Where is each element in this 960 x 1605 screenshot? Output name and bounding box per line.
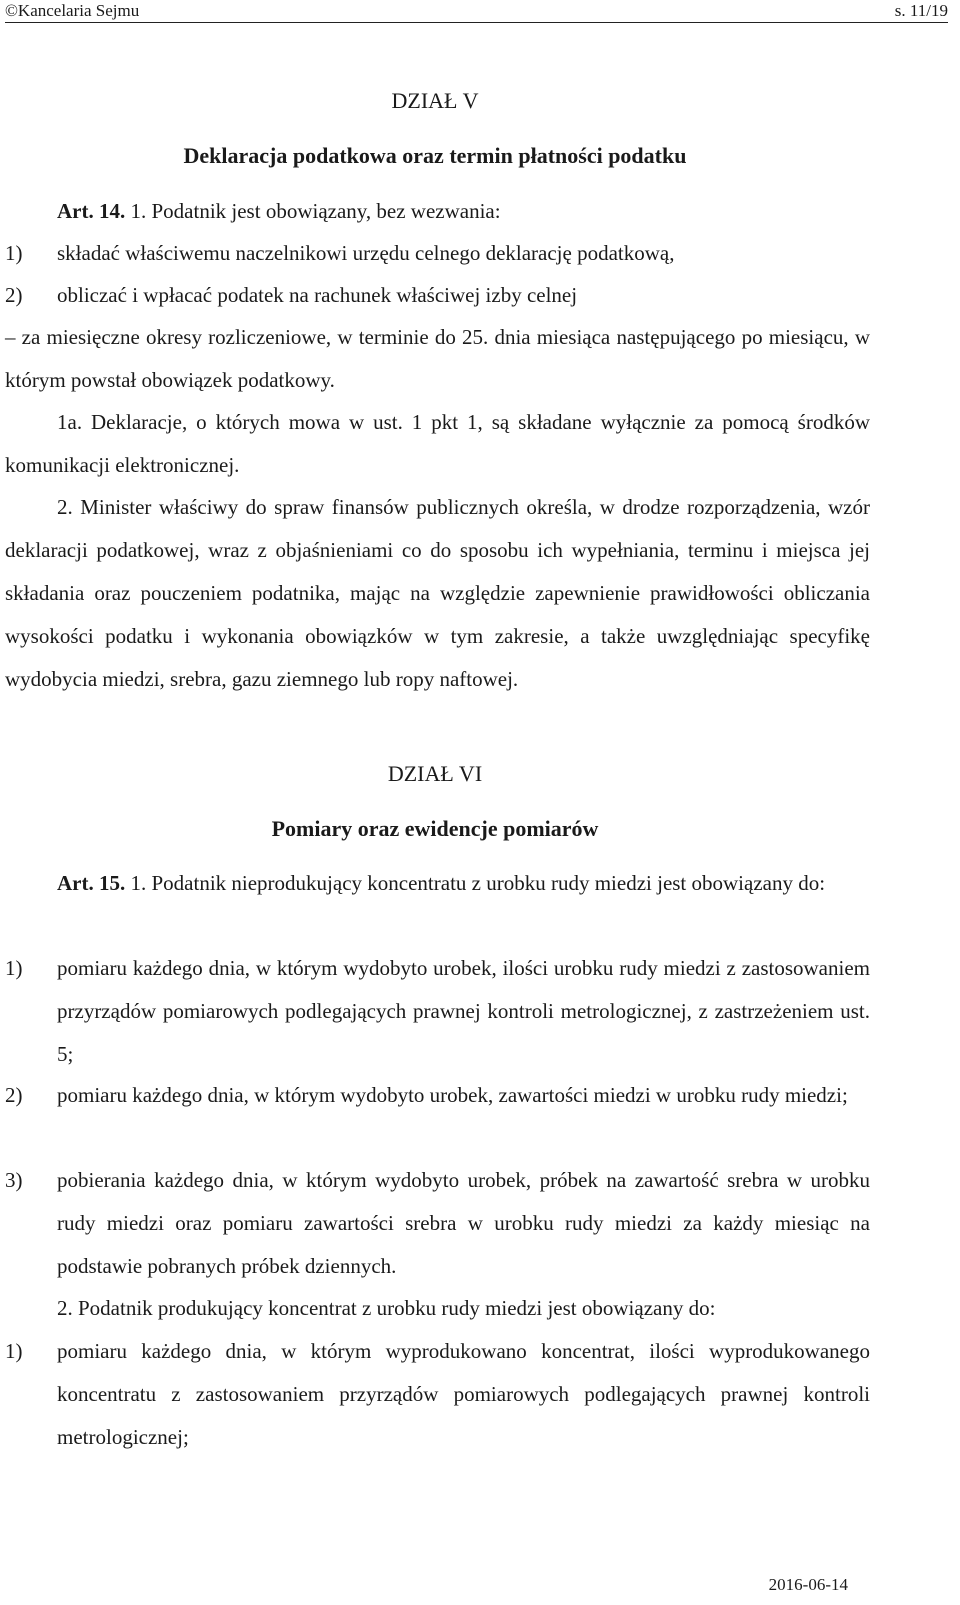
footer-date: 2016-06-14 (768, 1575, 848, 1594)
list-item (5, 1330, 870, 1459)
paragraph-2: 2. Minister właściwy do spraw finansów publicznych określa, w drodze rozporządzenia, wzór deklaracji podatkowej, wraz z objaśnieniami co do sposobu ich wypełniania, terminu i miejsca jej składania oraz pouczeniem podatnika, mając na względzie zapewnienie prawidłowości obliczania wysokości podatku i wykonania obowiązków w tym zakresie, a także uwzględniając specyfikę wydobycia miedzi, srebra, gazu ziemnego lub ropy naftowej. (5, 495, 870, 691)
paragraph-1a: 1a. Deklaracje, o których mowa w ust. 1 pkt 1, są składane wyłącznie za pomocą środków komunikacji elektronicznej. (5, 410, 870, 477)
page-header (5, 0, 948, 23)
list-item-number: 1) (5, 956, 23, 980)
section-6-title: DZIAŁ VI (387, 761, 483, 786)
list-item-number: 1) (5, 241, 23, 265)
list-item-text: pomiaru każdego dnia, w którym wyprodukowano koncentrat, ilości wyprodukowanego koncentratu z zastosowaniem przyrządów pomiarowych podlegających prawnej kontroli metrologicznej; (57, 1339, 870, 1449)
list-item-text: pomiaru każdego dnia, w którym wydobyto urobek, zawartości miedzi w urobku rudy miedzi; (57, 1083, 848, 1107)
list-item (5, 274, 870, 317)
list-item (5, 1159, 870, 1288)
section-5-title: DZIAŁ V (391, 88, 479, 113)
art-14-label: Art. 14. (57, 199, 126, 223)
dash-paragraph: – za miesięczne okresy rozliczeniowe, w terminie do 25. dnia miesiąca następującego po miesiącu, w którym powstał obowiązek podatkowy. (5, 325, 870, 392)
art-14-intro-text: 1. Podatnik jest obowiązany, bez wezwania: (130, 199, 501, 223)
art-15-paragraph-2: 2. Podatnik produkujący koncentrat z urobku rudy miedzi jest obowiązany do: (57, 1296, 716, 1320)
list-item-text: obliczać i wpłacać podatek na rachunek właściwej izby celnej (57, 283, 578, 307)
list-item-number: 2) (5, 1083, 23, 1107)
list-item-text: pomiaru każdego dnia, w którym wydobyto urobek, ilości urobku rudy miedzi z zastosowaniem przyrządów pomiarowych podlegających prawnej kontroli metrologicznej, z zastrzeżeniem ust. 5; (57, 956, 870, 1066)
list-item (5, 232, 870, 275)
art-14-intro (5, 190, 870, 233)
list-item-number: 2) (5, 283, 23, 307)
list-item-text: pobierania każdego dnia, w którym wydobyto urobek, próbek na zawartość srebra w urobku rudy miedzi oraz pomiaru zawartości srebra w urobku rudy miedzi za każdy miesiąc na podstawie pobranych próbek dziennych. (57, 1168, 870, 1278)
list-item-number: 1) (5, 1339, 23, 1363)
art-15-intro (5, 862, 870, 905)
list-item-number: 3) (5, 1168, 23, 1192)
art-15-label: Art. 15. (57, 871, 126, 895)
list-item-text: składać właściwemu naczelnikowi urzędu celnego deklarację podatkową, (57, 241, 675, 265)
list-item (5, 947, 870, 1076)
header-copyright: ©Kancelaria Sejmu (5, 1, 140, 20)
header-page-number: s. 11/19 (894, 1, 948, 20)
section-6-subtitle: Pomiary oraz ewidencje pomiarów (271, 816, 599, 841)
art-15-intro-text: 1. Podatnik nieprodukujący koncentratu z urobku rudy miedzi jest obowiązany do: (130, 871, 826, 895)
list-item (5, 1074, 870, 1117)
section-5-subtitle: Deklaracja podatkowa oraz termin płatności podatku (183, 143, 687, 168)
